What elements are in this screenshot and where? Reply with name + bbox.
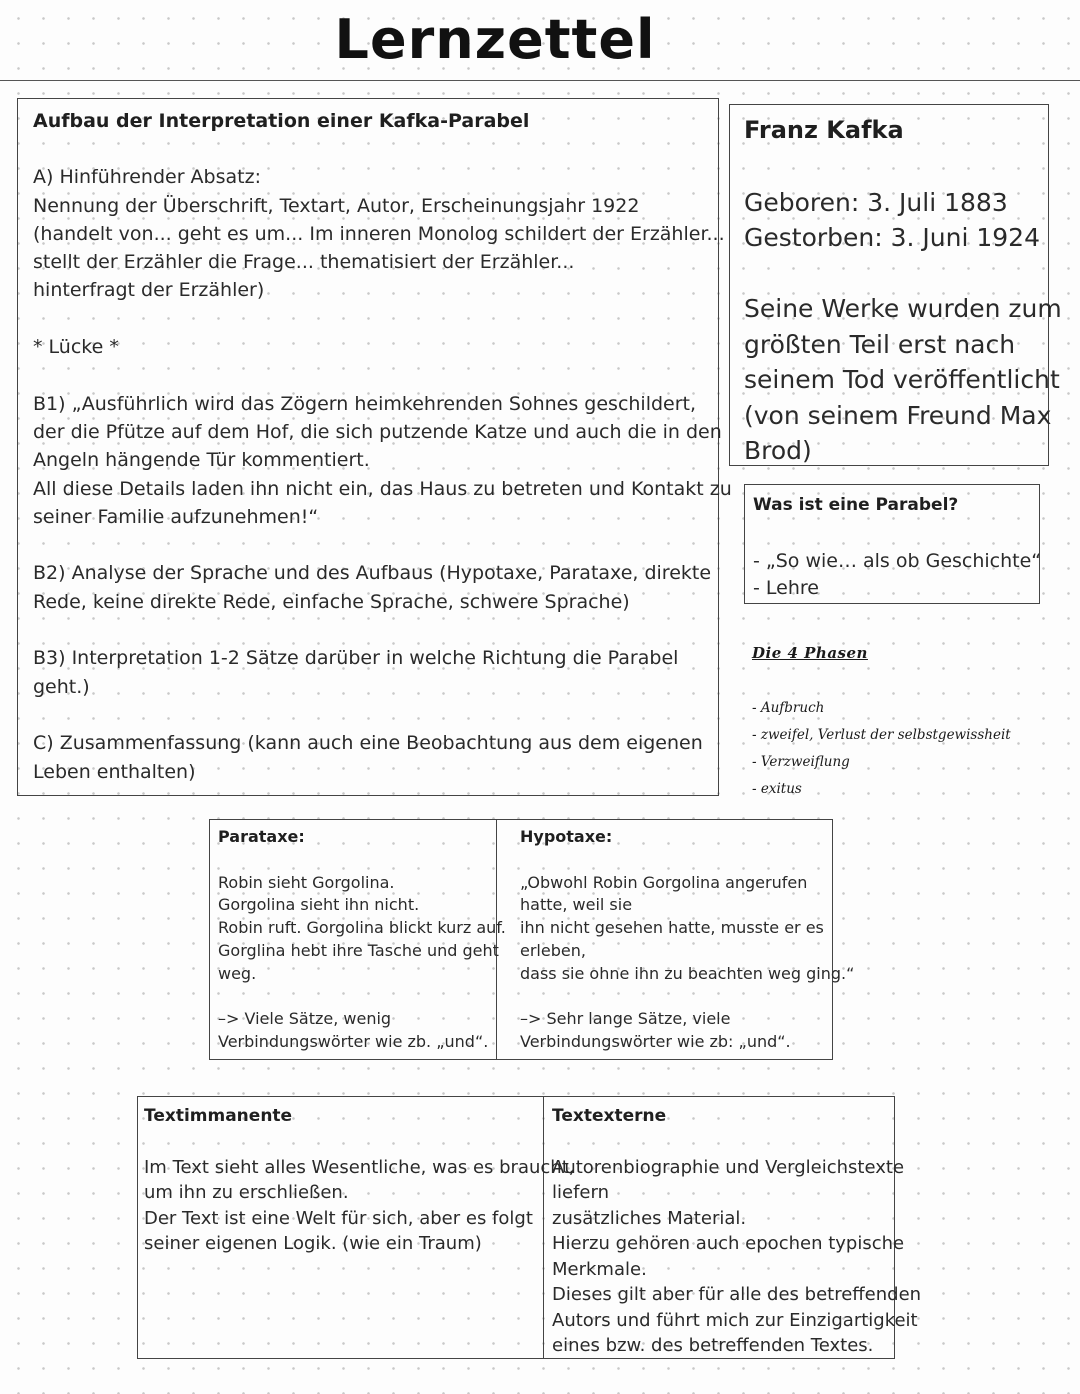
parataxe-example-line: Robin sieht Gorgolina. (218, 872, 395, 892)
kafka-works-line: Seine Werke wurden zum (744, 294, 1062, 323)
textexterne-cell (544, 1097, 922, 1358)
parataxe-example (218, 872, 506, 986)
section-a (33, 163, 725, 304)
textexterne-line: Autorenbiographie und Vergleichstexte (552, 1156, 905, 1178)
aufbau-heading: Aufbau der Interpretation einer Kafka-Parabel (33, 110, 530, 132)
parataxe-note-line: –> Viele Sätze, wenig (218, 1008, 392, 1028)
hypotaxe-example-line: ihn nicht gesehen hatte, musste er es (520, 918, 824, 938)
section-c-line: C) Zusammenfassung (kann auch eine Beobachtung aus dem eigenen (33, 732, 703, 755)
parataxe-example-line: Gorglina hebt ihre Tasche und geht (218, 940, 499, 960)
kafka-died: Gestorben: 3. Juni 1924 (744, 223, 1040, 252)
kafka-born: Geboren: 3. Juli 1883 (744, 187, 1008, 217)
section-c (33, 729, 704, 786)
phasen-item: - Verzweiflung (752, 754, 850, 770)
parabel-heading: Was ist eine Parabel? (753, 495, 959, 515)
hypotaxe-note-line: –> Sehr lange Sätze, viele (520, 1008, 731, 1028)
section-a-line: A) Hinführender Absatz: (33, 166, 261, 189)
parataxe-example-line: Gorgolina sieht ihn nicht. (218, 895, 420, 915)
hypotaxe-cell (497, 820, 855, 1059)
parabel-item: - Lehre (753, 577, 819, 599)
textimmanente-line: Der Text ist eine Welt für sich, aber es folgt (144, 1207, 533, 1229)
hypotaxe-example (520, 872, 855, 986)
parataxe-heading: Parataxe: (218, 827, 305, 846)
kafka-heading: Franz Kafka (744, 116, 904, 144)
phasen-item: - Aufbruch (752, 700, 825, 716)
textimmanente-line: um ihn zu erschließen. (144, 1182, 349, 1203)
section-b2-line: B2) Analyse der Sprache und des Aufbaus (Hypotaxe, Parataxe, direkte (33, 562, 712, 585)
parabel-definition-box (744, 484, 1040, 604)
hypotaxe-example-line: erleben, (520, 940, 586, 960)
textexterne-heading: Textexterne (552, 1106, 667, 1126)
parataxe-note (218, 1008, 488, 1053)
section-b2-line: Rede, keine direkte Rede, einfache Sprache, schwere Sprache) (33, 590, 630, 613)
textexterne-line: Merkmale. (552, 1258, 647, 1280)
textexterne-line: Hierzu gehören auch epochen typische (552, 1233, 905, 1254)
section-b1-line: seiner Familie aufzunehmen!“ (33, 505, 319, 528)
page-title: Lernzettel (334, 8, 656, 71)
hypotaxe-example-line: dass sie ohne ihn zu beachten weg ging.“ (520, 963, 855, 983)
section-a-line: Nennung der Überschrift, Textart, Autor, Erscheinungsjahr 1922 (33, 194, 640, 217)
textexterne-line: Dieses gilt aber für alle des betreffenden (552, 1284, 922, 1305)
hypotaxe-example-line: hatte, weil sie (520, 895, 633, 915)
gap-marker: * Lücke * (33, 336, 119, 359)
parataxe-hypotaxe-table (209, 819, 855, 1060)
section-c-line: Leben enthalten) (33, 760, 196, 783)
textimmanente-heading: Textimmanente (144, 1106, 293, 1126)
title-divider (0, 80, 1080, 81)
phasen-item: - zweifel, Verlust der selbstgewissheit (752, 727, 1011, 743)
section-b1-line: der die Pfütze auf dem Hof, die sich putzende Katze und auch die in den (33, 420, 722, 443)
textimmanente-line: Im Text sieht alles Wesentliche, was es braucht, (144, 1156, 575, 1178)
kafka-works-line: größten Teil erst nach (744, 329, 1016, 359)
hypotaxe-heading: Hypotaxe: (520, 827, 613, 846)
section-b1-line: All diese Details laden ihn nicht ein, das Haus zu betreten und Kontakt zu (33, 477, 732, 500)
textexterne-line: zusätzliches Material. (552, 1207, 747, 1229)
parataxe-example-line: Robin ruft. Gorgolina blickt kurz auf. (218, 918, 506, 938)
kafka-works-line: Brod) (744, 436, 812, 465)
textexterne-line: liefern (552, 1182, 609, 1203)
parataxe-cell (210, 820, 506, 1059)
section-a-line: stellt der Erzähler die Frage... thematisiert der Erzähler... (33, 251, 575, 274)
section-b1-line: Angeln hängende Tür kommentiert. (33, 449, 370, 472)
section-b1 (33, 390, 732, 531)
phasen-notes (752, 644, 1072, 808)
aufbau-interpretation-box (17, 98, 732, 796)
section-b3 (33, 644, 704, 701)
textimmanente-line: seiner eigenen Logik. (wie ein Traum) (144, 1233, 482, 1254)
hypotaxe-example-line: „Obwohl Robin Gorgolina angerufen (520, 872, 808, 892)
phasen-title: Die 4 Phasen (752, 644, 868, 662)
hypotaxe-note-line: Verbindungswörter wie zb: „und“. (520, 1031, 791, 1051)
textexterne-line: eines bzw. des betreffenden Textes. (552, 1335, 874, 1356)
section-b3-line: geht.) (33, 675, 90, 698)
kafka-works-line: (von seinem Freund Max (744, 400, 1052, 430)
textimmanente-textexterne-table (137, 1096, 922, 1359)
textimmanente-cell (138, 1097, 575, 1358)
phasen-item: - exitus (752, 781, 802, 797)
section-b1-line: B1) „Ausführlich wird das Zögern heimkehrenden Sohnes geschildert, (33, 392, 697, 415)
hypotaxe-note (520, 1008, 824, 1053)
section-a-line: (handelt von... geht es um... Im inneren Monolog schildert der Erzähler... (33, 222, 725, 245)
kafka-works-line: seinem Tod veröffentlicht (744, 365, 1060, 394)
parataxe-example-line: weg. (218, 963, 257, 983)
section-a-line: hinterfragt der Erzähler) (33, 279, 265, 302)
section-b2 (33, 559, 712, 616)
textexterne-line: Autors und führt mich zur Einzigartigkeit (552, 1309, 918, 1331)
parataxe-note-line: Verbindungswörter wie zb. „und“. (218, 1031, 489, 1051)
kafka-bio-box (729, 104, 1062, 466)
section-b3-line: B3) Interpretation 1-2 Sätze darüber in welche Richtung die Parabel (33, 647, 679, 670)
parabel-item: - „So wie… als ob Geschichte“ (753, 549, 1042, 572)
